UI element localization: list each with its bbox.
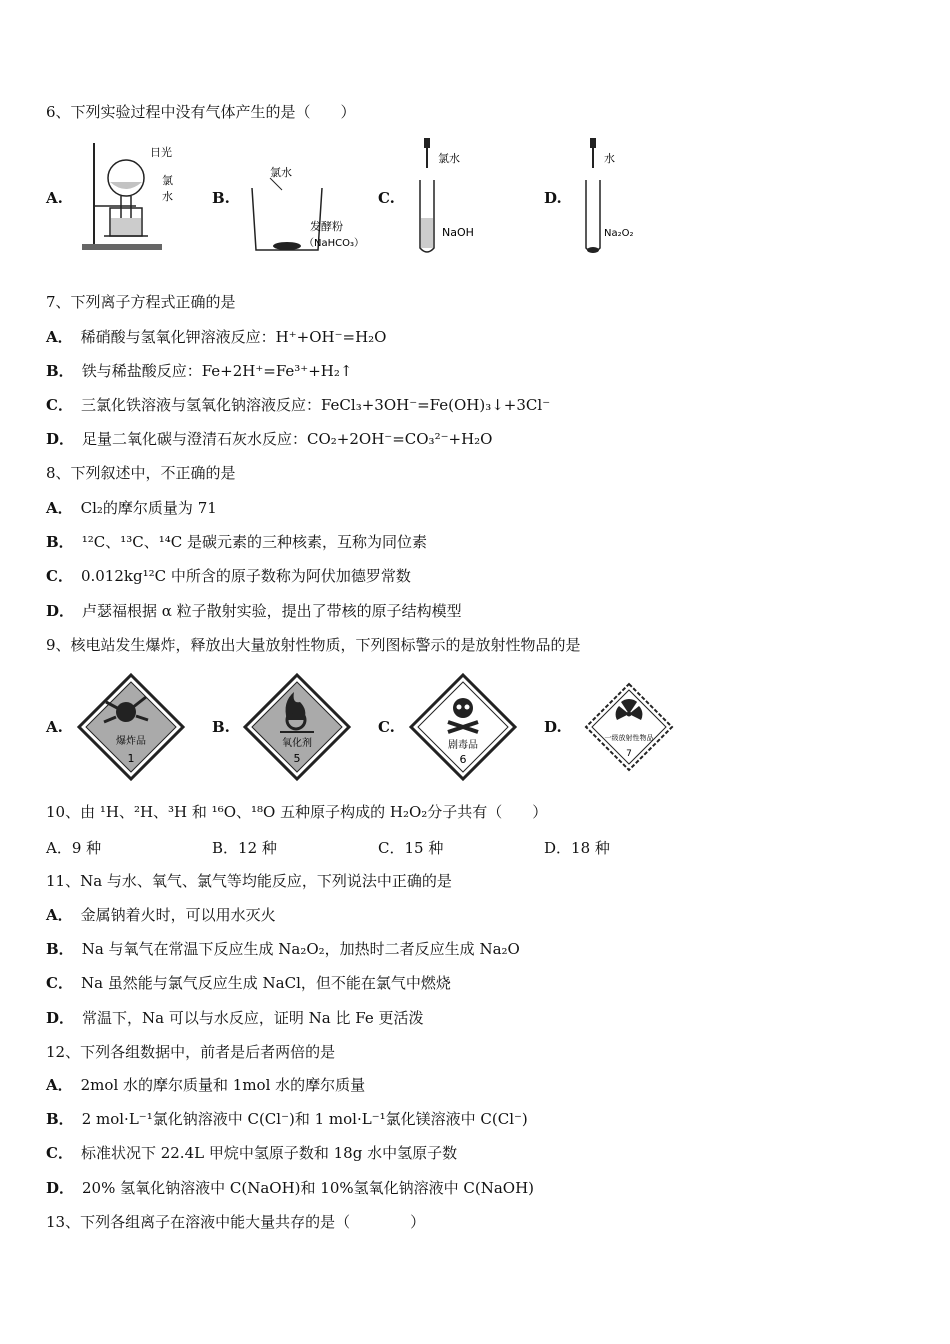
- q9-option-b[interactable]: [212, 672, 378, 782]
- q10-option-b[interactable]: B．12 种: [212, 839, 277, 857]
- label-chlorine-water-c: 氯水: [438, 152, 460, 165]
- radioactive-hazard-sign-icon: [574, 672, 684, 782]
- q11-option-a[interactable]: A． 金属钠着火时，可以用水灭火: [46, 906, 276, 924]
- explosive-hazard-sign-icon: [76, 672, 186, 782]
- q8-option-b[interactable]: B． ¹²C、¹³C、¹⁴C 是碳元素的三种核素，互称为同位素: [46, 533, 427, 551]
- oxidizer-hazard-sign-icon: [242, 672, 352, 782]
- tube-naoh-diagram: [408, 138, 538, 258]
- q6-option-a-letter: A.: [46, 189, 63, 207]
- q10-option-c[interactable]: C．15 种: [378, 839, 444, 857]
- q6-option-d-letter: D.: [544, 189, 562, 207]
- label-water: 水: [162, 190, 173, 203]
- q9-stem: 9、核电站发生爆炸，释放出大量放射性物质，下列图标警示的是放射性物品的是: [46, 636, 581, 654]
- q13-stem: 13、下列各组离子在溶液中能大量共存的是（ ）: [46, 1213, 426, 1231]
- q10-option-a[interactable]: A．9 种: [46, 839, 102, 857]
- label-sunlight: 日光: [150, 146, 172, 159]
- q7-option-b[interactable]: B． 铁与稀盐酸反应：Fe+2H⁺=Fe³⁺+H₂↑: [46, 362, 353, 380]
- label-water-d: 水: [604, 152, 615, 165]
- sign-a-label: 爆炸品: [116, 736, 146, 747]
- q9-figure-row: [46, 672, 710, 782]
- q8-stem: 8、下列叙述中，不正确的是: [46, 464, 236, 482]
- q7-option-c[interactable]: C． 三氯化铁溶液与氢氧化钠溶液反应：FeCl₃+3OH⁻=Fe(OH)₃↓+3Cl⁻: [46, 396, 551, 414]
- sign-d-label: 一级放射性物品: [604, 734, 654, 742]
- label-nahco3: （NaHCO₃）: [304, 238, 364, 249]
- sign-c-label: 剧毒品: [448, 740, 478, 751]
- q6-option-b[interactable]: [212, 138, 378, 258]
- q8-option-c[interactable]: C． 0.012kg¹²C 中所含的原子数称为阿伏加德罗常数: [46, 567, 411, 585]
- sign-a-num: 1: [127, 752, 135, 765]
- flask-sunlight-diagram: [76, 138, 206, 258]
- sign-b-num: 5: [293, 752, 301, 765]
- label-baking-powder: 发酵粉: [310, 220, 343, 233]
- q10-options: [46, 837, 710, 858]
- q11-option-d[interactable]: D． 常温下，Na 可以与水反应，证明 Na 比 Fe 更活泼: [46, 1009, 424, 1027]
- q9-option-b-letter: B.: [212, 718, 230, 736]
- q9-option-a-letter: A.: [46, 718, 63, 736]
- sign-b-label: 氧化剂: [282, 738, 312, 749]
- q9-option-d[interactable]: [544, 672, 710, 782]
- q9-option-c-letter: C.: [378, 718, 395, 736]
- q11-option-b[interactable]: B． Na 与氧气在常温下反应生成 Na₂O₂，加热时二者反应生成 Na₂O: [46, 940, 520, 958]
- q8-option-a[interactable]: A． Cl₂的摩尔质量为 71: [46, 499, 217, 517]
- q9-option-c[interactable]: [378, 672, 544, 782]
- q7-option-d[interactable]: D． 足量二氧化碳与澄清石灰水反应：CO₂+2OH⁻=CO₃²⁻+H₂O: [46, 430, 493, 448]
- q9-option-a[interactable]: [46, 672, 212, 782]
- q6-option-a[interactable]: [46, 138, 212, 258]
- q7-option-a[interactable]: A． 稀硝酸与氢氧化钾溶液反应：H⁺+OH⁻=H₂O: [46, 328, 387, 346]
- q12-option-a[interactable]: A． 2mol 水的摩尔质量和 1mol 水的摩尔质量: [46, 1076, 366, 1094]
- q11-stem: 11、Na 与水、氧气、氯气等均能反应，下列说法中正确的是: [46, 872, 452, 890]
- sign-c-num: 6: [459, 753, 467, 766]
- q6-figure-row: [46, 138, 710, 258]
- q6-option-b-letter: B.: [212, 189, 230, 207]
- q12-option-c[interactable]: C． 标准状况下 22.4L 甲烷中氢原子数和 18g 水中氢原子数: [46, 1144, 458, 1162]
- q9-option-d-letter: D.: [544, 718, 562, 736]
- q12-option-d[interactable]: D． 20% 氢氧化钠溶液中 C(NaOH)和 10%氢氧化钠溶液中 C(NaOH): [46, 1179, 535, 1197]
- q6-option-d[interactable]: [544, 138, 710, 258]
- q10-option-d[interactable]: D．18 种: [544, 839, 610, 857]
- sign-d-num: 7: [626, 749, 632, 759]
- q7-stem: 7、下列离子方程式正确的是: [46, 293, 236, 311]
- label-naoh: NaOH: [442, 226, 474, 239]
- tube-na2o2-diagram: [574, 138, 704, 258]
- q11-option-c[interactable]: C． Na 虽然能与氯气反应生成 NaCl，但不能在氯气中燃烧: [46, 974, 451, 992]
- q6-stem: 6、下列实验过程中没有气体产生的是（ ）: [46, 103, 356, 121]
- label-na2o2: Na₂O₂: [604, 228, 634, 239]
- label-chlorine-water: 氯水: [270, 166, 292, 179]
- beaker-baking-soda-diagram: [242, 138, 372, 258]
- q12-option-b[interactable]: B． 2 mol·L⁻¹氯化钠溶液中 C(Cl⁻)和 1 mol·L⁻¹氯化镁溶液中 C(Cl⁻): [46, 1110, 528, 1128]
- label-chlorine: 氯: [162, 174, 173, 187]
- q12-stem: 12、下列各组数据中，前者是后者两倍的是: [46, 1043, 336, 1061]
- q8-option-d[interactable]: D． 卢瑟福根据 α 粒子散射实验，提出了带核的原子结构模型: [46, 602, 462, 620]
- q6-option-c[interactable]: [378, 138, 544, 258]
- toxic-hazard-sign-icon: [408, 672, 518, 782]
- q10-stem: 10、由 ¹H、²H、³H 和 ¹⁶O、¹⁸O 五种原子构成的 H₂O₂分子共有（ ）: [46, 803, 548, 821]
- q6-option-c-letter: C.: [378, 189, 395, 207]
